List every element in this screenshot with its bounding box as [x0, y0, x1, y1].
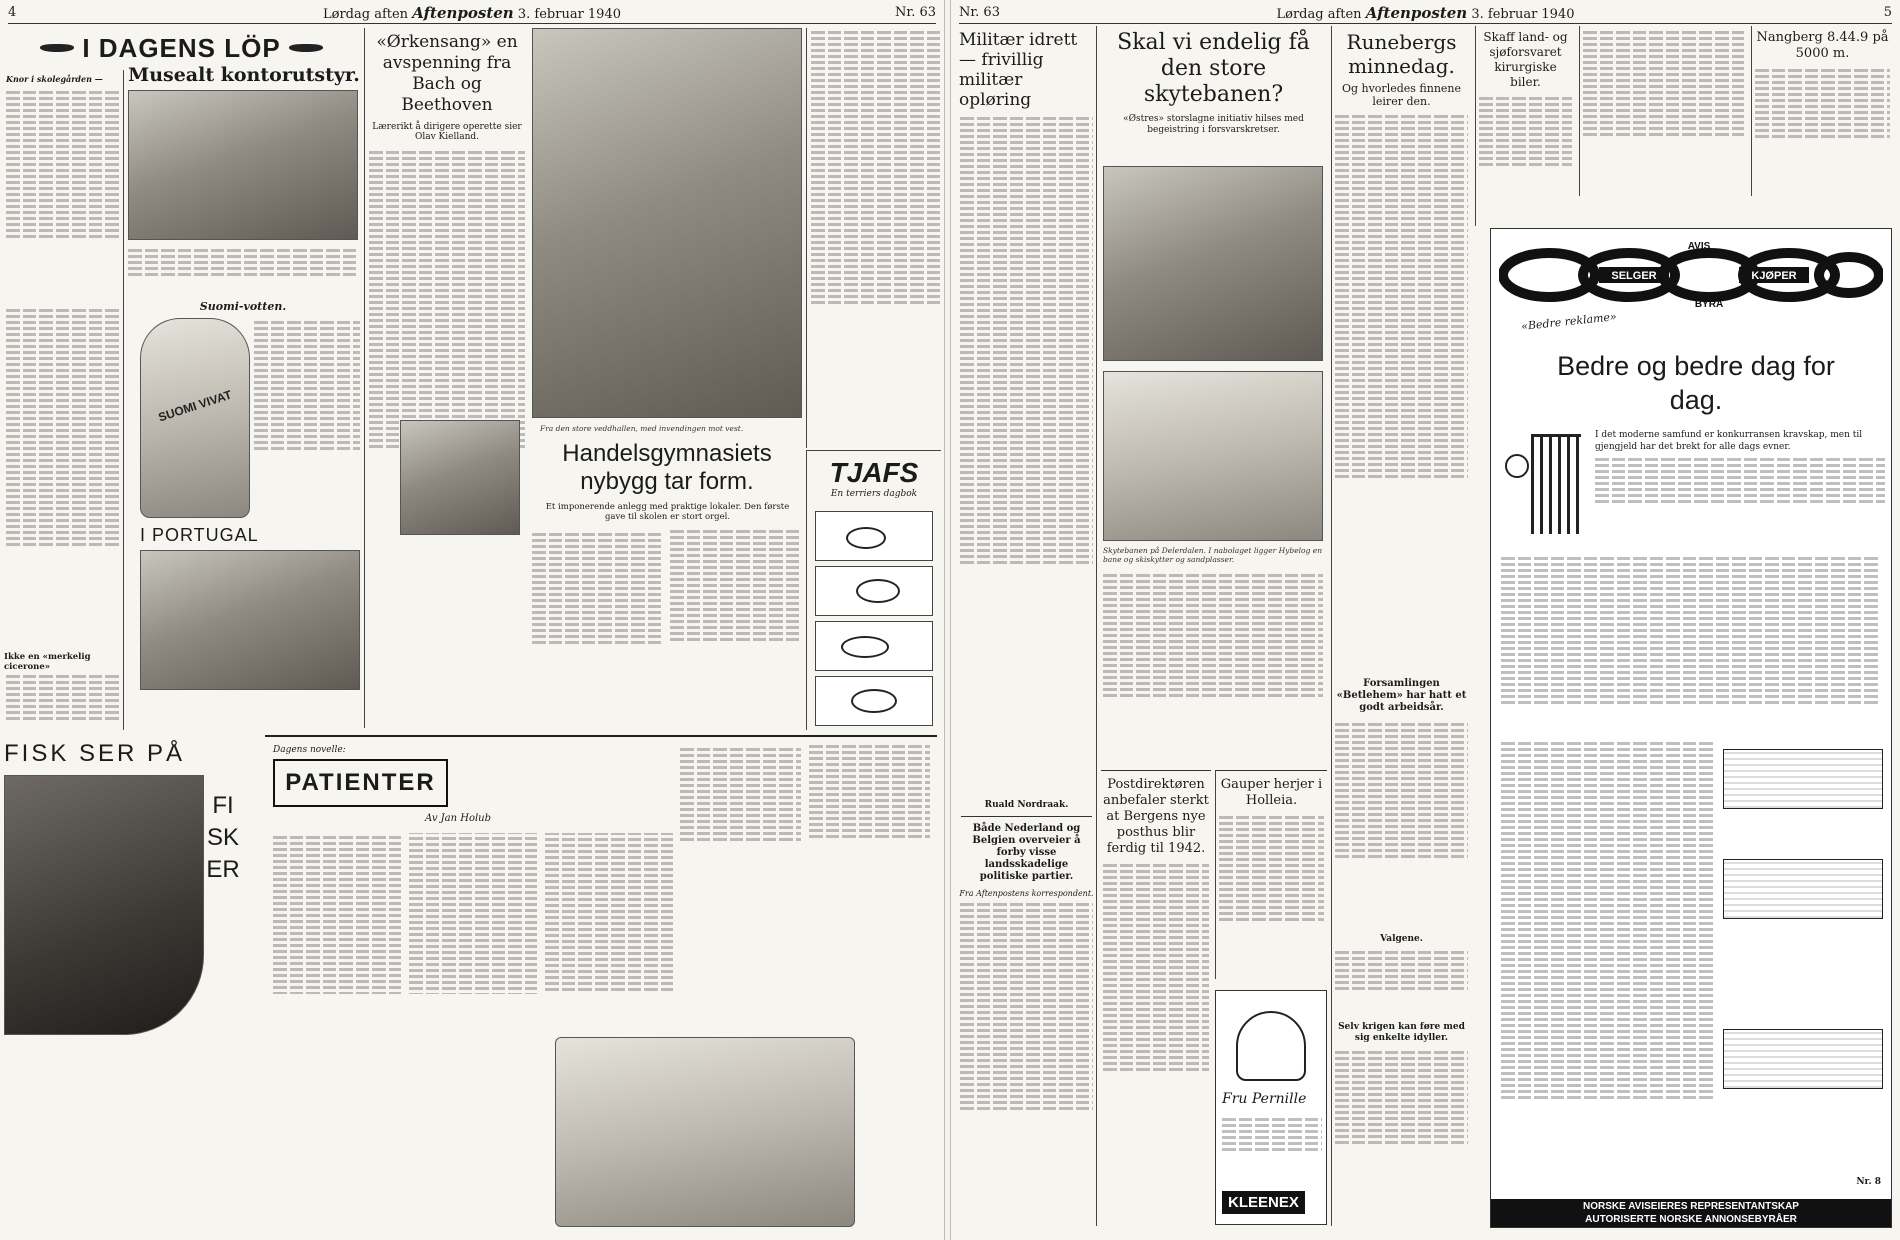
masthead-date: 3. februar 1940 — [517, 6, 622, 22]
caption-skytebanen: Skytebanen på Delerdalen. I nabolaget ligger Hybelog en bane og skiskytter og sandplasser. — [1103, 546, 1323, 564]
mitten-text: SUOMI VIVAT — [156, 387, 234, 425]
article-text — [1752, 66, 1893, 176]
kleenex-figure-icon — [1236, 1011, 1306, 1081]
article-text — [957, 114, 1096, 794]
building-construction-photo — [532, 28, 802, 418]
headline-handelsgymnasiet: Handelsgymnasiets nybygg tar form. — [562, 440, 772, 495]
right-column-5 — [1751, 26, 1893, 196]
ad-footer-line-2: AUTORISERTE NORSKE ANNONSEBYRÅER — [1585, 1214, 1797, 1225]
sports-results-text — [1579, 26, 1747, 196]
fisk-ser-pa-title: FISK SER PÅ — [4, 740, 186, 767]
right-column-4 — [1475, 26, 1575, 226]
article-text — [1501, 554, 1881, 724]
article-text — [1332, 720, 1471, 930]
page-number-right: 5 — [1883, 5, 1892, 20]
flag-right-icon — [289, 44, 323, 52]
masthead-date: 3. februar 1940 — [1471, 6, 1575, 22]
article-text — [4, 88, 123, 298]
kleenex-product-name: Fru Pernille — [1222, 1091, 1307, 1107]
storefront-illustration-1 — [1723, 749, 1883, 809]
storefront-illustration-3 — [1723, 1029, 1883, 1089]
article-text — [1332, 1048, 1471, 1198]
article-text — [1476, 94, 1575, 204]
fisker-vertical-title: FISKER — [206, 792, 240, 883]
skytebane-landscape-photo — [1103, 371, 1323, 541]
subhead-runeberg: Og hvorledes finnene leirer den. — [1341, 82, 1462, 108]
chain-label-byra: BYRÅ — [1694, 299, 1724, 310]
subhead-kielland: Lærerikt å dirigere operette sier Olav Kielland. — [372, 122, 522, 142]
masthead-brand: Aftenposten — [1365, 3, 1468, 22]
article-text — [1332, 112, 1471, 672]
comic-panel-2 — [815, 566, 933, 616]
headline-forsamlingen: Forsamlingen «Betlehem» har hatt et godt arbeidsår. — [1336, 678, 1467, 713]
right-column-2 — [1101, 26, 1326, 766]
bedre-reklame-ad[interactable] — [1490, 228, 1892, 1228]
issue-number-left: Nr. 63 — [895, 5, 936, 20]
article-text — [4, 672, 123, 730]
headline-postdirektoren: Postdirektøren anbefaler sterkt at Bergens nye posthus blir ferdig til 1942. — [1103, 777, 1209, 856]
comic-panel-4 — [815, 676, 933, 726]
tjafs-subtitle: En terriers dagbok — [830, 489, 918, 499]
tjafs-comic — [806, 450, 941, 730]
subhead-krigen: Selv krigen kan føre med sig enkelte idyller. — [1338, 1022, 1465, 1043]
issue-number-right: Nr. 63 — [959, 5, 1000, 20]
article-text — [532, 530, 802, 730]
masthead-day: Lørdag aften — [1276, 6, 1362, 22]
kleenex-brand: KLEENEX — [1222, 1191, 1305, 1214]
headline-militaer-idrett: Militær idrett — frivillig militær opløring — [959, 30, 1078, 110]
byline-korrespondent: Fra Aftenpostens korrespondent. — [959, 889, 1094, 898]
masthead-brand: Aftenposten — [412, 3, 514, 22]
article-text — [128, 246, 358, 296]
headline-nangberg: Nangberg 8.44.9 på 5000 m. — [1756, 30, 1889, 61]
storefront-illustration-2 — [1723, 859, 1883, 919]
gauper-article — [1215, 770, 1327, 979]
chain-label-selger: SELGER — [1611, 270, 1657, 282]
fisherman-illustration — [4, 775, 204, 1035]
caption-veddhallen: Fra den store veddhallen, med invendingen mot vest. — [540, 424, 744, 433]
crowd-photo — [1103, 166, 1323, 361]
subhead-valgene: Valgene. — [1380, 934, 1423, 944]
subhead-suomi-votten: Suomi-votten. — [199, 300, 287, 313]
headline-orkensang: «Ørkensang» en avspenning fra Bach og Beethoven — [376, 32, 518, 115]
ad-lead: I det moderne samfund er konkurransen kravskap, men til gjengjeld har det brekt for alle dags evner. — [1595, 430, 1863, 452]
ad-headline: Bedre og bedre dag for dag. — [1557, 351, 1835, 415]
novelle-title-box — [273, 759, 448, 807]
flag-left-icon — [40, 44, 74, 52]
left-newspaper-page — [0, 0, 945, 1240]
dagens-lop-banner — [4, 30, 359, 66]
left-column-1 — [4, 70, 124, 730]
dagens-novelle-label: Dagens novelle: — [273, 745, 346, 755]
article-text — [1103, 571, 1323, 761]
article-text — [1595, 455, 1885, 545]
article-text — [1216, 809, 1327, 979]
postdirektoren-article — [1101, 770, 1211, 1187]
portugal-photo — [140, 550, 360, 690]
subhead-cicerone: Ikke en «merkelig cicerone» — [4, 652, 91, 672]
signature-nordraak: Ruald Nordraak. — [984, 800, 1069, 810]
tjafs-title: TJAFS — [829, 457, 919, 488]
headline-skytebanen: Skal vi endelig få den store skytebanen? — [1117, 30, 1310, 107]
ad-number: Nr. 8 — [1856, 1177, 1881, 1187]
kicker-skolegarden: Knor i skolegården — — [6, 74, 103, 84]
headline-skaff-biler: Skaff land- og sjøforsvaret kirurgiske biler. — [1483, 30, 1568, 89]
ad-tagline: «Bedre reklame» — [1520, 310, 1618, 333]
chain-logo — [1499, 235, 1883, 315]
subhead-ostres: «Østres» storslagne initiativ hilses med begeistring i forsvarskretser. — [1123, 114, 1304, 135]
ad-footer-line-1: NORSKE AVISEIERES REPRESENTANTSKAP — [1583, 1201, 1799, 1212]
subhead-portugal: I PORTUGAL — [140, 525, 259, 545]
masthead-dateline-left — [323, 4, 621, 22]
article-text — [680, 745, 930, 945]
office-photo — [128, 90, 358, 240]
comic-panel-1 — [815, 511, 933, 561]
handels-headline-block — [532, 440, 802, 500]
masthead-day: Lørdag aften — [322, 6, 409, 22]
article-text — [806, 28, 941, 448]
ad-gate-illustration — [1501, 424, 1591, 544]
chain-label-avis: AVIS — [1687, 241, 1711, 252]
article-text — [1332, 948, 1471, 1018]
left-column-2-top — [128, 62, 360, 302]
headline-gauper: Gauper herjer i Holleia. — [1220, 777, 1323, 808]
banner-title: I DAGENS LÖP — [82, 32, 281, 63]
novelle-illustration — [555, 1037, 855, 1227]
right-column-1 — [957, 26, 1097, 1226]
masthead-dateline-right — [1276, 4, 1574, 22]
chain-label-kjoper: KJØPER — [1751, 270, 1797, 282]
comic-panel-3 — [815, 621, 933, 671]
headline-nederland-belgien: Både Nederland og Belgien overveier å forby visse landsskadelige politiske partier. — [961, 816, 1092, 883]
page-number-left: 4 — [8, 5, 17, 20]
subhead-handelsgymnasiet: Et imponerende anlegg med praktige lokaler. Den første gave til skolen er stort orgel. — [545, 502, 790, 522]
mitten-photo — [140, 318, 250, 518]
masthead-right — [959, 2, 1892, 24]
headline-runeberg: Runebergs minnedag. — [1346, 30, 1457, 78]
novelle-section — [265, 735, 937, 1235]
article-text — [254, 318, 360, 518]
novelle-author: Av Jan Holub — [425, 813, 492, 824]
novelle-title: PATIENTER — [285, 769, 436, 796]
chain-link-5 — [1819, 257, 1879, 293]
article-text — [957, 900, 1096, 1220]
headline-musealt: Musealt kontorutstyr. — [128, 64, 360, 86]
right-column-3 — [1331, 26, 1471, 1226]
article-text — [1501, 739, 1716, 1159]
article-text — [1101, 857, 1211, 1187]
masthead-left — [8, 2, 936, 24]
article-text — [4, 306, 123, 646]
article-text — [1222, 1115, 1322, 1175]
kleenex-ad[interactable] — [1215, 990, 1327, 1225]
conductor-portrait-photo — [400, 420, 520, 535]
ad-footer-bar — [1491, 1199, 1891, 1227]
left-column-3 — [364, 28, 529, 728]
